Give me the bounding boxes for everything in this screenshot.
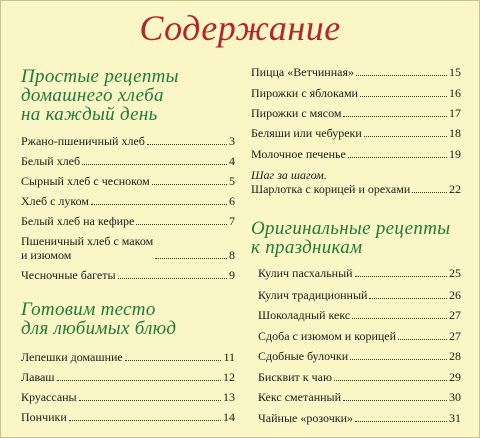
toc-entry[interactable]	[251, 308, 461, 322]
leader-dots	[152, 184, 227, 185]
toc-entry-label: Чайные «розочки»	[258, 411, 354, 425]
leader-dots	[398, 339, 447, 340]
leader-dots	[343, 116, 447, 117]
toc-entry[interactable]	[21, 410, 235, 424]
leader-dots	[355, 276, 447, 277]
leader-dots	[360, 96, 447, 97]
toc-entry-prefix: Шаг за шагом.	[251, 168, 327, 182]
toc-entry[interactable]	[21, 268, 235, 282]
leader-dots	[118, 278, 227, 279]
toc-entry[interactable]	[251, 86, 461, 100]
toc-entry[interactable]	[251, 390, 461, 404]
leader-dots	[125, 360, 222, 361]
toc-entry-page: 26	[449, 288, 461, 302]
toc-entry-label: Сырный хлеб с чесноком	[21, 174, 150, 188]
toc-entry[interactable]	[21, 134, 235, 148]
toc-entry[interactable]	[21, 234, 235, 262]
section-heading-dough: Готовим тесто для любимых блюд	[21, 299, 177, 339]
toc-entry-label: Пирожки с яблоками	[251, 86, 358, 100]
toc-entry-page: 31	[449, 411, 461, 425]
leader-dots	[57, 380, 221, 381]
toc-entry-page: 28	[449, 349, 461, 363]
toc-entry-page: 9	[229, 268, 235, 282]
toc-entry-page: 14	[223, 410, 235, 424]
leader-dots	[350, 359, 447, 360]
leader-dots	[79, 400, 221, 401]
leader-dots	[147, 144, 227, 145]
toc-entry-page: 12	[223, 370, 235, 384]
toc-entry[interactable]	[21, 154, 235, 168]
toc-entry-page: 8	[229, 248, 235, 262]
toc-entry[interactable]	[251, 147, 461, 161]
leader-dots	[91, 204, 227, 205]
toc-entry-label: Белый хлеб на кефире	[21, 214, 135, 228]
toc-entry-page: 13	[223, 390, 235, 404]
leader-dots	[355, 421, 447, 422]
toc-entry-page: 11	[223, 350, 235, 364]
toc-entry[interactable]	[251, 349, 461, 363]
section-heading-holidays: Оригинальные рецепты к праздникам	[251, 218, 451, 258]
toc-entry[interactable]	[251, 168, 461, 196]
toc-entry[interactable]	[21, 370, 235, 384]
leader-dots	[155, 258, 227, 259]
toc-entry-label: Лаваш	[21, 370, 55, 384]
leader-dots	[136, 224, 227, 225]
toc-entry[interactable]	[251, 65, 461, 79]
toc-entry-label: Пицца «Ветчинная»	[251, 65, 354, 79]
toc-entry-page: 16	[449, 86, 461, 100]
toc-entry-label: Беляши или чебуреки	[251, 126, 362, 140]
toc-entry[interactable]	[251, 126, 461, 140]
toc-entry-label: Ржано-пшеничный хлеб	[21, 134, 145, 148]
toc-entry-label: Пончики	[21, 410, 67, 424]
toc-entry[interactable]	[251, 411, 461, 425]
toc-entry-label: Сдоба с изюмом и корицей	[258, 329, 397, 343]
toc-entry-label	[251, 168, 410, 196]
toc-entry-page: 27	[449, 329, 461, 343]
leader-dots	[352, 318, 447, 319]
leader-dots	[82, 164, 227, 165]
leader-dots	[69, 420, 221, 421]
toc-entry[interactable]	[251, 266, 461, 280]
toc-entry-label: Шоколадный кекс	[258, 308, 351, 322]
toc-entry-label: Чесночные багеты	[21, 268, 116, 282]
leader-dots	[348, 157, 447, 158]
leader-dots	[369, 298, 447, 299]
toc-entry-label: Бисквит к чаю	[258, 370, 332, 384]
toc-entry-page: 3	[229, 134, 235, 148]
toc-entry[interactable]	[21, 390, 235, 404]
toc-entry-page: 7	[229, 214, 235, 228]
toc-entry-page: 29	[449, 370, 461, 384]
toc-entry-page: 6	[229, 194, 235, 208]
leader-dots	[343, 400, 447, 401]
toc-entry-page: 19	[449, 147, 461, 161]
toc-entry-label: Пшеничный хлеб с маком и изюмом	[21, 234, 154, 262]
toc-entry[interactable]	[21, 174, 235, 188]
toc-entry-page: 22	[449, 182, 461, 196]
toc-entry-page: 5	[229, 174, 235, 188]
toc-entry-label: Круассаны	[21, 390, 77, 404]
toc-entry-page: 27	[449, 308, 461, 322]
toc-entry-label: Белый хлеб	[21, 154, 81, 168]
toc-entry-label: Кулич пасхальный	[258, 266, 353, 280]
toc-entry-label: Пирожки с мясом	[251, 106, 342, 120]
toc-entry[interactable]	[21, 350, 235, 364]
toc-entry[interactable]	[251, 106, 461, 120]
toc-entry-label: Сдобные булочки	[258, 349, 349, 363]
toc-entry[interactable]	[21, 214, 235, 228]
toc-entry-page: 30	[449, 390, 461, 404]
toc-entry-page: 4	[229, 154, 235, 168]
toc-entry-label: Хлеб с луком	[21, 194, 89, 208]
toc-entry[interactable]	[251, 329, 461, 343]
section-heading-simple-bread: Простые рецепты домашнего хлеба на каждый день	[21, 66, 179, 125]
leader-dots	[356, 75, 447, 76]
leader-dots	[364, 136, 447, 137]
toc-entry-title: Шарлотка с корицей и орехами	[251, 182, 411, 196]
toc-entry-page: 18	[449, 126, 461, 140]
toc-entry-label: Кулич традиционный	[258, 288, 368, 302]
toc-entry[interactable]	[251, 370, 461, 384]
toc-entry[interactable]	[251, 288, 461, 302]
toc-entry-label: Лепешки домашние	[21, 350, 123, 364]
toc-entry-page: 15	[449, 65, 461, 79]
leader-dots	[334, 380, 447, 381]
toc-entry-page: 25	[449, 266, 461, 280]
toc-entry-label: Молочное печенье	[251, 147, 346, 161]
toc-entry[interactable]	[21, 194, 235, 208]
toc-entry-label: Кекс сметанный	[258, 390, 342, 404]
toc-entry-page: 17	[449, 106, 461, 120]
page-title: Содержание	[139, 8, 341, 48]
leader-dots	[412, 192, 447, 193]
